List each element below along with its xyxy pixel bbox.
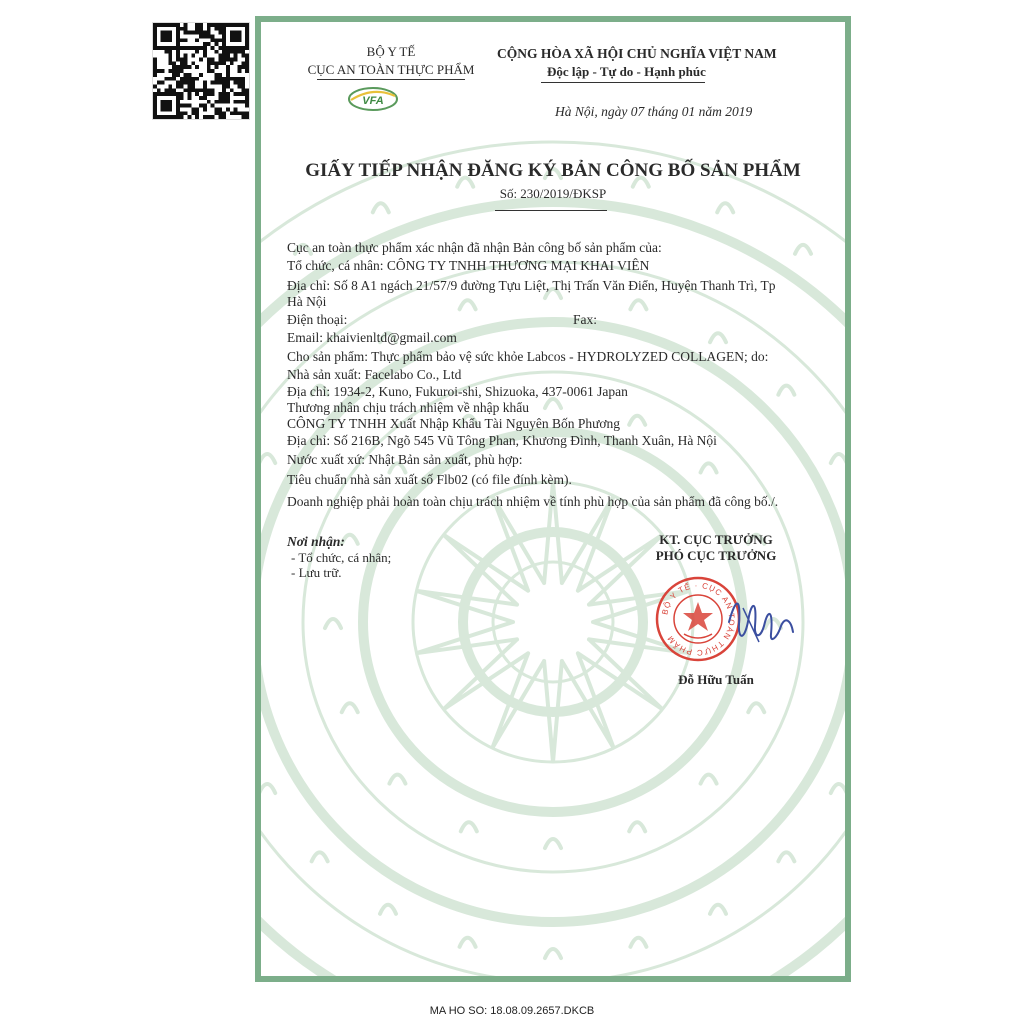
- address-line-1: Địa chỉ: Số 8 A1 ngách 21/57/9 đường Tựu Liệt, Thị Trấn Văn Điển, Huyện Thanh Trì, Tp: [287, 278, 776, 293]
- place-date: Hà Nội, ngày 07 tháng 01 năm 2019: [555, 104, 753, 119]
- signer-name: Đỗ Hữu Tuấn: [678, 672, 754, 687]
- origin-line: Nước xuất xứ: Nhật Bản sản xuất, phù hợp:: [287, 452, 523, 467]
- importer-label-line: Thương nhân chịu trách nhiệm về nhập khẩu: [287, 400, 530, 415]
- agency-underline: [317, 79, 465, 80]
- recipient-item: - Lưu trữ.: [291, 565, 342, 580]
- number-underline: [495, 210, 607, 211]
- certificate-page: [255, 16, 851, 982]
- importer-address-line: Địa chỉ: Số 216B, Ngõ 545 Vũ Tông Phan, Khương Đình, Thanh Xuân, Hà Nội: [287, 433, 717, 448]
- document-title: GIẤY TIẾP NHẬN ĐĂNG KÝ BẢN CÔNG BỐ SẢN PHẨM: [305, 160, 801, 181]
- manufacturer-line: Nhà sản xuất: Facelabo Co., Ltd: [287, 367, 462, 382]
- vfa-logo-text: VFA: [362, 95, 384, 107]
- qr-code: [152, 22, 250, 120]
- importer-line: CÔNG TY TNHH Xuất Nhập Khẩu Tài Nguyên Bốn Phương: [287, 416, 621, 431]
- motto-underline: [541, 82, 705, 83]
- responsibility-line: Doanh nghiệp phải hoàn toàn chịu trách nhiệm về tính phù hợp của sản phẩm đã công bố./.: [287, 494, 779, 509]
- vfa-logo-icon: [345, 84, 401, 114]
- manufacturer-address-line: Địa chỉ: 1934-2, Kuno, Fukuroi-shi, Shizuoka, 437-0061 Japan: [287, 384, 628, 399]
- organization-line: Tổ chức, cá nhân: CÔNG TY TNHH THƯƠNG MẠI KHAI VIÊN: [287, 258, 650, 273]
- seal-text: BỘ Y TẾ · CỤC AN TOÀN THỰC PHẨM: [660, 580, 737, 658]
- email-line: Email: khaivienltd@gmail.com: [287, 330, 457, 345]
- standard-line: Tiêu chuẩn nhà sản xuất số Flb02 (có file đính kèm).: [287, 472, 572, 487]
- intro-line: Cục an toàn thực phẩm xác nhận đã nhận Bản công bố sản phẩm của:: [287, 240, 662, 255]
- address-line-2: Hà Nội: [287, 294, 327, 309]
- fax-label: Fax:: [573, 312, 598, 327]
- document-number: Số: 230/2019/ĐKSP: [499, 186, 607, 201]
- dossier-code: MA HO SO: 18.08.09.2657.DKCB: [429, 1005, 595, 1017]
- product-line: Cho sản phẩm: Thực phẩm bảo vệ sức khỏe Labcos - HYDROLYZED COLLAGEN; do:: [287, 349, 769, 364]
- signer-title-line-1: KT. CỤC TRƯỞNG: [659, 532, 773, 547]
- signer-title-line-2: PHÓ CỤC TRƯỞNG: [655, 548, 777, 563]
- ministry-name: BỘ Y TẾ: [366, 44, 416, 59]
- national-motto: Độc lập - Tự do - Hạnh phúc: [547, 64, 706, 79]
- signature-icon: [721, 582, 807, 662]
- phone-label: Điện thoại:: [287, 312, 348, 327]
- recipients-title: Nơi nhận:: [287, 534, 345, 549]
- recipient-item: - Tổ chức, cá nhân;: [291, 550, 392, 565]
- agency-name: CỤC AN TOÀN THỰC PHẨM: [307, 62, 475, 77]
- country-name: CỘNG HÒA XÃ HỘI CHỦ NGHĨA VIỆT NAM: [497, 46, 777, 61]
- signer-title: [641, 532, 791, 564]
